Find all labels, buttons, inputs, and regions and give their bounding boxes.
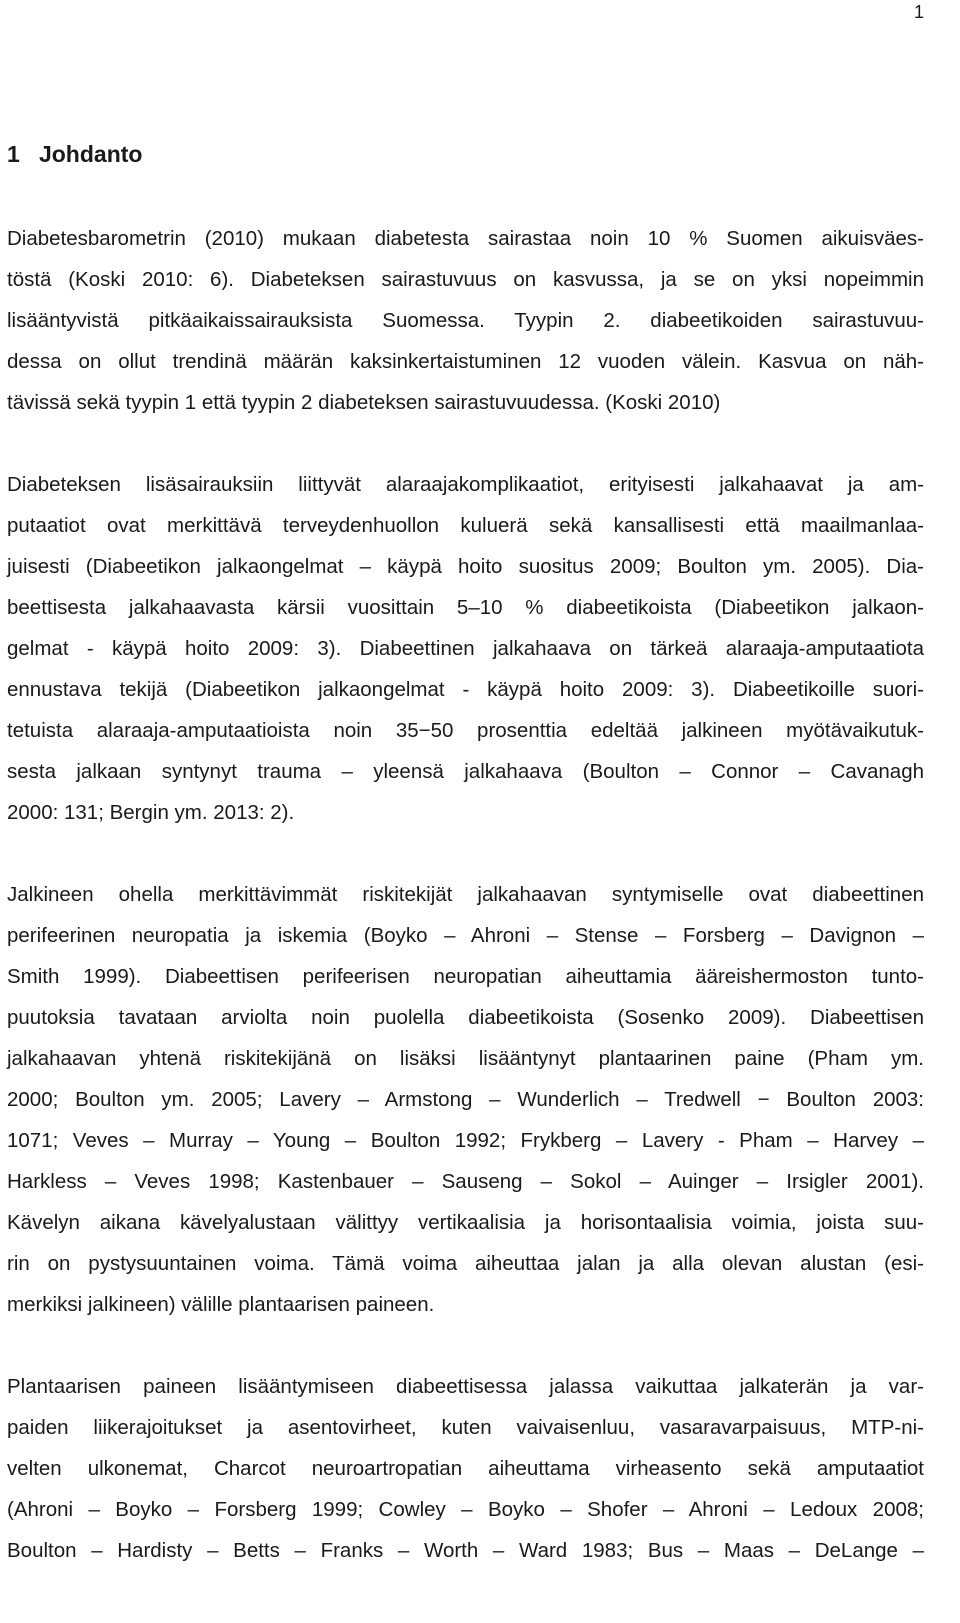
text-line: (Ahroni – Boyko – Forsberg 1999; Cowley – Boyko – Shofer – Ahroni – Ledoux 2008; xyxy=(7,1498,924,1521)
paragraph-4 xyxy=(7,1366,924,1571)
text-line: perifeerinen neuropatia ja iskemia (Boyko – Ahroni – Stense – Forsberg – Davignon – xyxy=(7,924,924,947)
text-line: puutoksia tavataan arviolta noin puolella diabeetikoista (Sosenko 2009). Diabeettisen xyxy=(7,1006,924,1029)
paragraph-3 xyxy=(7,874,924,1325)
text-line: Jalkineen ohella merkittävimmät riskitekijät jalkahaavan syntymiselle ovat diabeettinen xyxy=(7,883,924,906)
text-line: ennustava tekijä (Diabeetikon jalkaongelmat - käypä hoito 2009: 3). Diabeetikoille suori- xyxy=(7,678,924,701)
text-line: juisesti (Diabeetikon jalkaongelmat – käypä hoito suositus 2009; Boulton ym. 2005). Dia- xyxy=(7,555,924,578)
text-line: paiden liikerajoitukset ja asentovirheet, kuten vaivaisenluu, vasaravarpaisuus, MTP-ni- xyxy=(7,1416,924,1439)
text-line: merkiksi jalkineen) välille plantaarisen paineen. xyxy=(7,1293,435,1316)
text-line: Plantaarisen paineen lisääntymiseen diabeettisessa jalassa vaikuttaa jalkaterän ja var- xyxy=(7,1375,924,1398)
text-line: rin on pystysuuntainen voima. Tämä voima aiheuttaa jalan ja alla olevan alustan (esi- xyxy=(7,1252,924,1275)
text-line: sesta jalkaan syntynyt trauma – yleensä jalkahaava (Boulton – Connor – Cavanagh xyxy=(7,760,924,783)
text-line: Kävelyn aikana kävelyalustaan välittyy vertikaalisia ja horisontaalisia voimia, joista suu- xyxy=(7,1211,924,1234)
text-line: gelmat - käypä hoito 2009: 3). Diabeettinen jalkahaava on tärkeä alaraaja-amputaatiota xyxy=(7,637,924,660)
text-line: töstä (Koski 2010: 6). Diabeteksen sairastuvuus on kasvussa, ja se on yksi nopeimmin xyxy=(7,268,924,291)
text-line: Smith 1999). Diabeettisen perifeerisen neuropatian aiheuttamia ääreishermoston tunto- xyxy=(7,965,924,988)
paragraph-2 xyxy=(7,464,924,833)
text-line: jalkahaavan yhtenä riskitekijänä on lisäksi lisääntynyt plantaarinen paine (Pham ym. xyxy=(7,1047,924,1070)
text-line: beettisesta jalkahaavasta kärsii vuosittain 5–10 % diabeetikoista (Diabeetikon jalkaon- xyxy=(7,596,924,619)
text-line: putaatiot ovat merkittävä terveydenhuollon kuluerä sekä kansallisesti että maailmanlaa- xyxy=(7,514,924,537)
text-line: 2000; Boulton ym. 2005; Lavery – Armstong – Wunderlich – Tredwell − Boulton 2003: xyxy=(7,1088,924,1111)
text-line: tetuista alaraaja-amputaatioista noin 35−50 prosenttia edeltää jalkineen myötävaikutuk- xyxy=(7,719,924,742)
text-line: Boulton – Hardisty – Betts – Franks – Worth – Ward 1983; Bus – Maas – DeLange – xyxy=(7,1539,924,1562)
chapter-heading: 1 Johdanto xyxy=(7,141,143,167)
text-line: Diabetesbarometrin (2010) mukaan diabetesta sairastaa noin 10 % Suomen aikuisväes- xyxy=(7,227,924,250)
paragraph-1 xyxy=(7,218,924,423)
page-number: 1 xyxy=(913,2,924,22)
text-line: dessa on ollut trendinä määrän kaksinkertaistuminen 12 vuoden välein. Kasvua on näh- xyxy=(7,350,924,373)
text-line: 2000: 131; Bergin ym. 2013: 2). xyxy=(7,801,295,824)
text-line: 1071; Veves – Murray – Young – Boulton 1992; Frykberg – Lavery - Pham – Harvey – xyxy=(7,1129,924,1152)
text-line: tävissä sekä tyypin 1 että tyypin 2 diabeteksen sairastuvuudessa. (Koski 2010) xyxy=(7,391,721,414)
text-line: lisääntyvistä pitkäaikaissairauksista Suomessa. Tyypin 2. diabeetikoiden sairastuvuu- xyxy=(7,309,924,332)
text-line: Diabeteksen lisäsairauksiin liittyvät alaraajakomplikaatiot, erityisesti jalkahaavat ja am- xyxy=(7,473,924,496)
text-line: velten ulkonemat, Charcot neuroartropatian aiheuttama virheasento sekä amputaatiot xyxy=(7,1457,924,1480)
text-line: Harkless – Veves 1998; Kastenbauer – Sauseng – Sokol – Auinger – Irsigler 2001). xyxy=(7,1170,924,1193)
